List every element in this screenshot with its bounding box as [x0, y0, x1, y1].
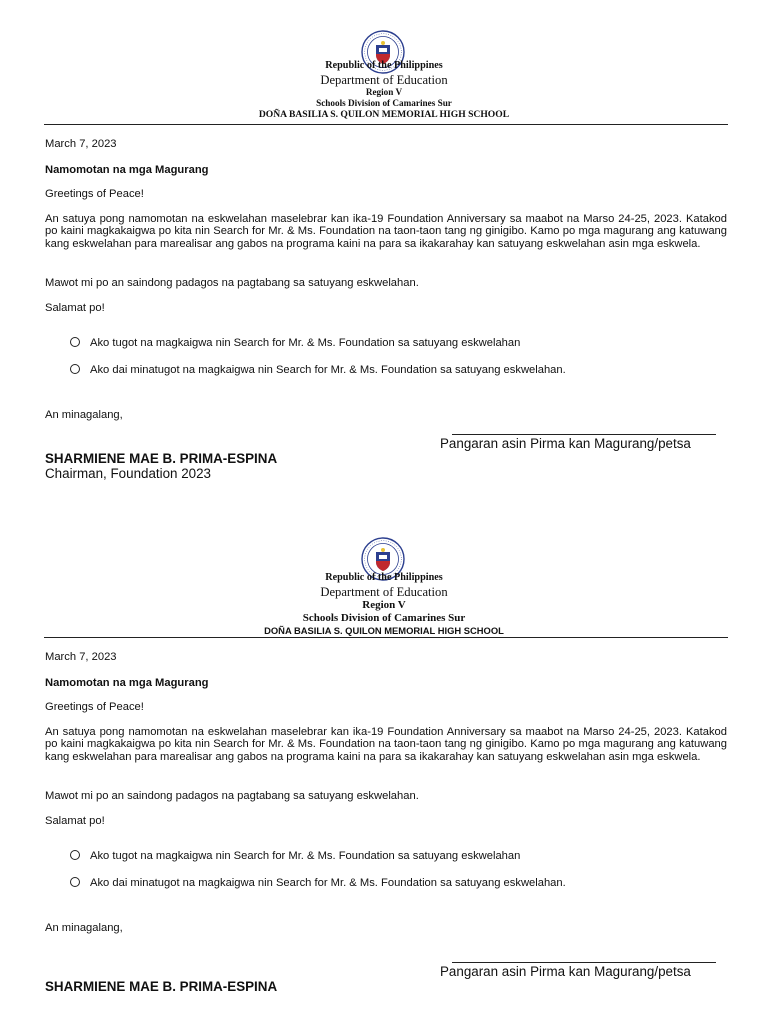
department-name: Department of Education — [320, 73, 448, 87]
closing: An minagalang, — [45, 409, 123, 421]
agree-option-label: Ako tugot na magkaigwa nin Search for Mr. & Ms. Foundation sa satuyang eskwelahan — [90, 337, 521, 349]
signatory-title: Chairman, Foundation 2023 — [45, 466, 212, 481]
parent-signature-line — [452, 962, 716, 963]
letter-date: March 7, 2023 — [45, 651, 117, 663]
agree-radio[interactable] — [70, 850, 80, 860]
republic-line: Republic of the Philippines — [325, 60, 443, 71]
division-line: Schools Division of Camarines Sur — [302, 612, 466, 624]
request-line: Mawot mi po an saindong padagos na pagtabang sa satuyang eskwelahan. — [45, 790, 419, 802]
header-divider — [44, 637, 728, 638]
disagree-option-label: Ako dai minatugot na magkaigwa nin Search for Mr. & Ms. Foundation sa satuyang eskwelahan. — [90, 364, 566, 376]
region-line: Region V — [362, 599, 406, 611]
request-line: Mawot mi po an saindong padagos na pagtabang sa satuyang eskwelahan. — [45, 277, 419, 289]
school-name: DOÑA BASILIA S. QUILON MEMORIAL HIGH SCHOOL — [258, 109, 510, 120]
region-line: Region V — [365, 87, 403, 97]
agree-option-label: Ako tugot na magkaigwa nin Search for Mr. & Ms. Foundation sa satuyang eskwelahan — [90, 850, 521, 862]
greeting: Greetings of Peace! — [45, 188, 144, 200]
greeting: Greetings of Peace! — [45, 701, 144, 713]
letter-date: March 7, 2023 — [45, 138, 117, 150]
consent-letter — [0, 534, 768, 1024]
disagree-option-label: Ako dai minatugot na magkaigwa nin Search for Mr. & Ms. Foundation sa satuyang eskwelahan. — [90, 877, 566, 889]
agree-radio[interactable] — [70, 337, 80, 347]
thanks-line: Salamat po! — [45, 302, 105, 314]
republic-line: Republic of the Philippines — [325, 572, 443, 583]
disagree-radio[interactable] — [70, 877, 80, 887]
body-paragraph: An satuya pong namomotan na eskwelahan maselebrar kan ika-19 Foundation Anniversary sa maabot na Marso 24-25, 2023. Katakod po kaini magkakaigwa po kita nin Search for Mr. & Ms. Foundation na taon-taon tang ng ginigibo. Kamo po mga magurang ang katuwang kang eskwelahan para marealisar ang gabos na programa kaini na para sa ikakarahay kan satuyang eskwelahan asin mga eskwela. — [45, 213, 727, 250]
salutation: Namomotan na mga Magurang — [45, 677, 209, 689]
parent-signature-line — [452, 434, 716, 435]
body-paragraph: An satuya pong namomotan na eskwelahan maselebrar kan ika-19 Foundation Anniversary sa maabot na Marso 24-25, 2023. Katakod po kaini magkakaigwa po kita nin Search for Mr. & Ms. Foundation na taon-taon tang ng ginigibo. Kamo po mga magurang ang katuwang kang eskwelahan para marealisar ang gabos na programa kaini na para sa ikakarahay kan satuyang eskwelahan asin mga eskwela. — [45, 726, 727, 763]
department-name: Department of Education — [320, 585, 448, 599]
parent-signature-label: Pangaran asin Pirma kan Magurang/petsa — [440, 436, 691, 451]
division-line: Schools Division of Camarines Sur — [316, 98, 452, 108]
signatory-name: SHARMIENE MAE B. PRIMA-ESPINA — [45, 979, 278, 994]
closing: An minagalang, — [45, 922, 123, 934]
header-divider — [44, 124, 728, 125]
school-name: DOÑA BASILIA S. QUILON MEMORIAL HIGH SCHOOL — [264, 625, 504, 636]
disagree-radio[interactable] — [70, 364, 80, 374]
parent-signature-label: Pangaran asin Pirma kan Magurang/petsa — [440, 964, 691, 979]
thanks-line: Salamat po! — [45, 815, 105, 827]
salutation: Namomotan na mga Magurang — [45, 164, 209, 176]
signatory-name: SHARMIENE MAE B. PRIMA-ESPINA — [45, 451, 278, 466]
